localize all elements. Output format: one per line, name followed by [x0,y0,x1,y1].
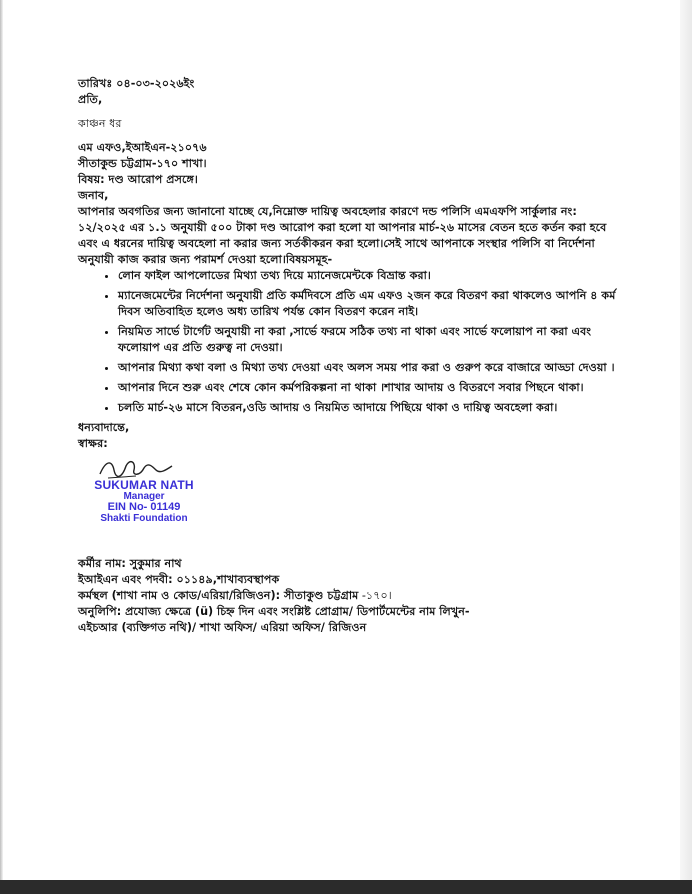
letter-body-paragraph: আপনার অবগতির জন্য জানানো যাচ্ছে যে,নিম্নোক্ত দায়িত্ব অবহেলার কারণে দন্ড পলিসি এমএফপি সার্কুলার নং: ১২/২০২৫ এর ১.১ অনুযায়ী ৫০০ টাকা দণ্ড আরোপ করা হলো যা আপনার মার্চ-২৬ মাসের বেতন হতে কর্তন করা হবে এবং এ ধরনের দায়িত্ব অবহেলা না করার জন্য সর্তকীকরন করা হলো।সেই সাথে আপনাকে সংস্থার পলিসি বা নির্দেশনা অনুযায়ী কাজ করার জন্য পরামর্শ দেওয়া হলো।বিষয়সমূহ- [78,205,607,266]
letter-page [78,76,618,636]
list-item: • লোন ফাইল আপলোডের মিথ্যা তথ্য দিয়ে ম্যানেজমেন্টকে বিভ্রান্ত করা। [118,268,618,284]
signature-label: স্বাক্ষর: [78,437,108,450]
list-item: • ম্যানেজমেন্টের নির্দেশনা অনুযায়ী প্রতি কর্মদিবসে প্রতি এম এফও ২জন করে বিতরণ করা থাকলেও আপনি ৪ কর্ম দিবস অতিবাহিত হলেও অধ্য তারিখ পর্যন্ত কোন বিতরণ করেন নাই। [118,288,618,320]
stamp-org: Shakti Foundation [100,513,188,524]
list-item: • আপনার মিথ্যা কথা বলা ও মিথ্যা তথ্য দেওয়া এবং অলস সময় পার করা ও গুরুপ করে বাজারে আড্ডা দেওয়া । [118,360,618,376]
workplace-code: -১৭০। [358,589,392,602]
letter-salutation: জনাব, [78,189,109,202]
workplace-label: কর্মস্থল (শাখা নাম ও কোড/এরিয়া/রিজিওন): সীতাকুণ্ড চট্টগ্রাম [78,589,359,602]
list-item: • নিয়মিত সার্ভে টার্গেট অনুযায়ী না করা ,সার্ভে ফরমে সঠিক তথ্য না থাকা এবং সার্ভে ফলোয়াপ না করা এবং ফলোয়াপ এর প্রতি গুরুত্ব না দেওয়া। [118,324,618,356]
bottom-dark-band [0,880,692,894]
employee-workplace [78,588,618,604]
recipient-branch: সীতাকুন্ড চট্টগ্রাম-১৭০ শাখা। [78,157,207,170]
letter-date: তারিখঃ ০৪-০৩-২০২৬ইং [78,77,195,90]
list-item: • চলতি মার্চ-২৬ মাসে বিতরন,ওডি আদায় ও নিয়মিত আদায়ে পিছিয়ে থাকা ও দায়িত্ব অবহেলা করা। [118,400,618,416]
stamp-title: Manager [123,491,165,502]
stamp-ein: EIN No- 01149 [107,501,181,513]
cc-line-1: অনুলিপি: প্রযোজ্য ক্ষেত্রে (ü) চিহ্ন দিন এবং সংশ্লিষ্ট প্রোগ্রাম/ ডিপার্টমেন্টের নাম লিখুন- [78,605,470,618]
page-edge-shadow [0,0,3,894]
letter-subject: বিষয়: দণ্ড আরোপ প্রসঙ্গে। [78,173,198,186]
cc-line-2: এইচআর (ব্যক্তিগত নথি)/ শাখা অফিস/ এরিয়া অফিস/ রিজিওন [78,621,367,634]
employee-name: কর্মীর নাম: সুকুমার নাথ [78,557,182,570]
employee-ein: ইআইএন এবং পদবী: ০১১৪৯,শাখাব্যবস্থাপক [78,573,280,586]
recipient-name: কাঞ্চন ধর [78,117,122,130]
recipient-id: এম এফও,ইআইএন-২১০৭৬ [78,141,207,154]
official-stamp [88,480,200,524]
signature-block [78,454,618,540]
letter-to: প্রতি, [78,93,103,106]
issues-list [78,268,618,416]
stamp-name: SUKUMAR NATH [94,478,194,492]
letter-closing: ধন্যবাদান্তে, [78,421,130,434]
page-right-edge [680,0,692,880]
list-item: • আপনার দিনে শুরু এবং শেষে কোন কর্মপরিকল্পনা না থাকা ।শাখার আদায় ও বিতরণে সবার পিছনে থাকা। [118,380,618,396]
